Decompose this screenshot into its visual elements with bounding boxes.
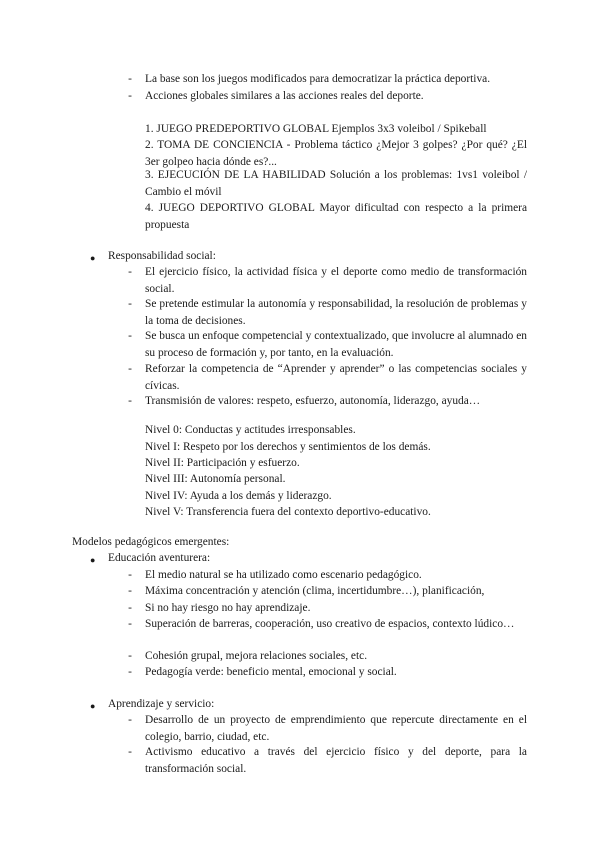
dash-marker: - — [128, 569, 132, 581]
dash-marker: - — [128, 666, 132, 678]
numbered-item-1: 1. JUEGO PREDEPORTIVO GLOBAL Ejemplos 3x3 voleibol / Spikeball — [145, 123, 487, 135]
dash-marker: - — [128, 650, 132, 662]
numbered-item-2: 2. TOMA DE CONCIENCIA - Problema táctico ¿Mejor 3 golpes? ¿Por qué? ¿El 3er golpeo hacia dónde es?... — [145, 139, 527, 168]
section-heading-responsabilidad: Responsabilidad social: — [108, 250, 216, 262]
nivel-item: Nivel I: Respeto por los derechos y sentimientos de los demás. — [145, 441, 431, 453]
dash-marker: - — [128, 90, 132, 102]
nivel-item: Nivel V: Transferencia fuera del contexto deportivo-educativo. — [145, 506, 431, 518]
servicio-item: Desarrollo de un proyecto de emprendimiento que repercute directamente en el colegio, barrio, ciudad, etc. — [145, 714, 527, 743]
aventura-item: Pedagogía verde: beneficio mental, emocional y social. — [145, 666, 397, 678]
dash-marker: - — [128, 602, 132, 614]
intro-item: Acciones globales similares a las acciones reales del deporte. — [145, 90, 424, 102]
dash-marker: - — [128, 330, 132, 342]
aventura-item: Máxima concentración y atención (clima, incertidumbre…), planificación, — [145, 585, 485, 597]
bullet-marker: ● — [90, 701, 96, 711]
numbered-item-3: 3. EJECUCIÓN DE LA HABILIDAD Solución a los problemas: 1vs1 voleibol / Cambio el móvil — [145, 169, 527, 198]
responsabilidad-item: Reforzar la competencia de “Aprender y aprender” o las competencias sociales y cívicas. — [145, 363, 527, 392]
aventura-item: Cohesión grupal, mejora relaciones sociales, etc. — [145, 650, 368, 662]
dash-marker: - — [128, 585, 132, 597]
dash-marker: - — [128, 746, 132, 758]
dash-marker: - — [128, 395, 132, 407]
responsabilidad-item: El ejercicio físico, la actividad física y el deporte como medio de transformación social. — [145, 266, 527, 295]
responsabilidad-item: Se pretende estimular la autonomía y responsabilidad, la resolución de problemas y la toma de decisiones. — [145, 298, 527, 327]
nivel-item: Nivel IV: Ayuda a los demás y liderazgo. — [145, 490, 332, 502]
servicio-item: Activismo educativo a través del ejercicio físico y del deporte, para la transformación social. — [145, 746, 527, 775]
bullet-marker: ● — [90, 253, 96, 263]
numbered-item-4: 4. JUEGO DEPORTIVO GLOBAL Mayor dificultad con respecto a la primera propuesta — [145, 202, 527, 231]
nivel-item: Nivel 0: Conductas y actitudes irresponsables. — [145, 424, 356, 436]
dash-marker: - — [128, 618, 132, 630]
dash-marker: - — [128, 266, 132, 278]
bullet-marker: ● — [90, 555, 96, 565]
dash-marker: - — [128, 363, 132, 375]
section-heading-servicio: Aprendizaje y servicio: — [108, 698, 215, 710]
dash-marker: - — [128, 73, 132, 85]
responsabilidad-item: Se busca un enfoque competencial y contextualizado, que involucre al alumnado en su proceso de formación y, por tanto, en la evaluación. — [145, 330, 527, 359]
nivel-item: Nivel II: Participación y esfuerzo. — [145, 457, 300, 469]
intro-item: La base son los juegos modificados para democratizar la práctica deportiva. — [145, 73, 491, 85]
nivel-item: Nivel III: Autonomía personal. — [145, 473, 286, 485]
aventura-item: Si no hay riesgo no hay aprendizaje. — [145, 602, 311, 614]
section-title-modelos: Modelos pedagógicos emergentes: — [72, 536, 230, 548]
section-heading-aventura: Educación aventurera: — [108, 552, 211, 564]
responsabilidad-item: Transmisión de valores: respeto, esfuerzo, autonomía, liderazgo, ayuda… — [145, 395, 481, 407]
dash-marker: - — [128, 298, 132, 310]
aventura-item: Superación de barreras, cooperación, uso creativo de espacios, contexto lúdico… — [145, 618, 515, 630]
dash-marker: - — [128, 714, 132, 726]
aventura-item: El medio natural se ha utilizado como escenario pedagógico. — [145, 569, 422, 581]
